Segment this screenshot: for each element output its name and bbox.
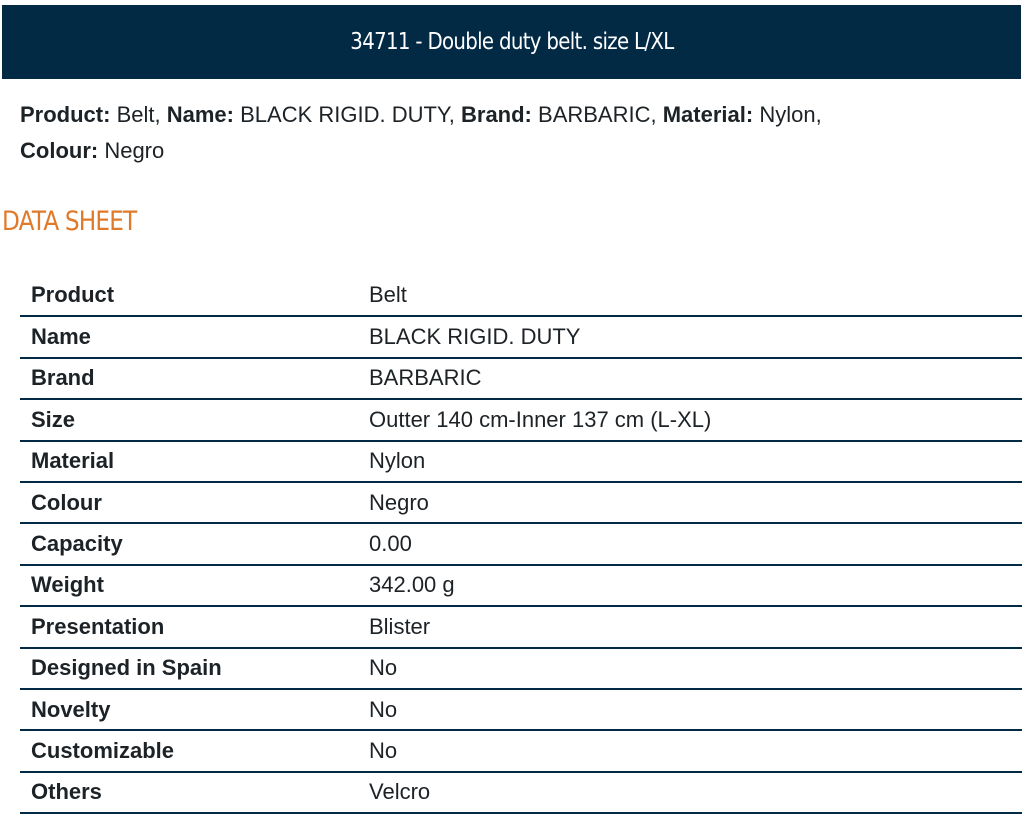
spec-value: 342.00 g	[369, 572, 455, 598]
spec-value: Blister	[369, 613, 431, 639]
table-row	[20, 482, 1022, 523]
spec-value: BARBARIC	[369, 365, 482, 391]
spec-value: No	[369, 737, 398, 763]
spec-value: BLACK RIGID. DUTY	[369, 324, 581, 350]
table-row	[20, 523, 1022, 564]
spec-value: Negro	[369, 489, 429, 515]
table-row	[20, 275, 1022, 316]
product-summary	[20, 97, 1010, 169]
summary-brand-label: Brand:	[461, 102, 532, 127]
spec-value: Velcro	[369, 779, 431, 805]
table-row	[20, 689, 1022, 730]
summary-name-label: Name:	[166, 102, 234, 127]
table-row	[20, 316, 1022, 357]
spec-label: Weight	[31, 572, 104, 598]
table-row	[20, 772, 1022, 813]
table-row	[20, 648, 1022, 689]
spec-label: Colour	[31, 489, 102, 515]
summary-name-value: BLACK RIGID. DUTY,	[240, 102, 455, 127]
spec-label: Size	[31, 406, 76, 432]
spec-label: Product	[31, 282, 115, 308]
spec-label: Presentation	[31, 613, 165, 639]
summary-colour-value: Negro	[104, 138, 165, 163]
table-row	[20, 441, 1022, 482]
spec-label: Designed in Spain	[31, 655, 222, 681]
spec-label: Capacity	[31, 531, 123, 557]
spec-value: 0.00	[369, 531, 412, 557]
table-row	[20, 565, 1022, 606]
spec-label: Material	[31, 448, 115, 474]
spec-value: Belt	[369, 282, 407, 308]
spec-label: Brand	[31, 365, 95, 391]
table-row	[20, 606, 1022, 647]
spec-value: No	[369, 696, 398, 722]
spec-label: Novelty	[31, 696, 111, 722]
summary-material-value: Nylon,	[759, 102, 822, 127]
summary-product-label: Product:	[20, 102, 111, 127]
spec-value: Nylon	[369, 448, 426, 474]
product-title-bar	[2, 5, 1021, 79]
spec-label: Others	[31, 779, 102, 805]
spec-value: Outter 140 cm-Inner 137 cm (L-XL)	[369, 406, 712, 432]
table-row	[20, 399, 1022, 440]
table-row	[20, 358, 1022, 399]
spec-label: Name	[31, 324, 91, 350]
summary-material-label: Material:	[662, 102, 754, 127]
summary-product-value: Belt,	[116, 102, 161, 127]
data-sheet-table	[20, 275, 1022, 814]
spec-label: Customizable	[31, 737, 175, 763]
table-row	[20, 730, 1022, 771]
summary-colour-label: Colour:	[20, 138, 99, 163]
spec-value: No	[369, 655, 398, 681]
product-title: 34711 - Double duty belt. size L/XL	[349, 29, 674, 55]
summary-brand-value: BARBARIC,	[538, 102, 657, 127]
data-sheet-heading: DATA SHEET	[2, 206, 137, 237]
